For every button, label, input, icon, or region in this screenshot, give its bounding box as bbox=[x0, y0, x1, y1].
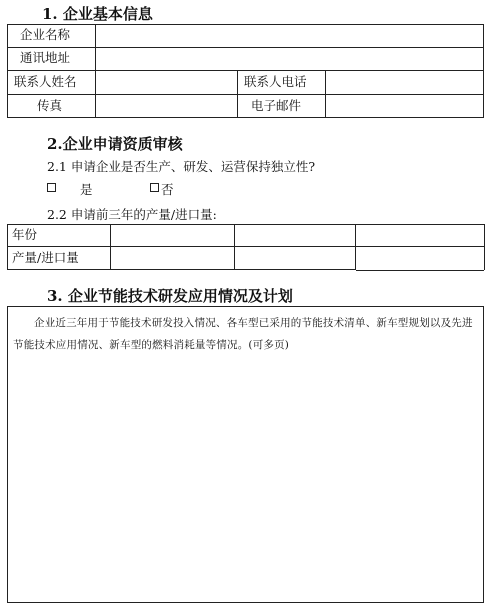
rd-plan-description: 企业近三年用于节能技术研发投入情况、各车型已采用的节能技术清单、新车型规划以及先进节能技术应用情况、新车型的燃料消耗量等情况。(可多页) bbox=[13, 317, 473, 351]
label-year: 年份 bbox=[12, 227, 38, 242]
volume-3-field[interactable] bbox=[357, 247, 483, 269]
question-independence: 2.1 申请企业是否生产、研发、运营保持独立性? bbox=[47, 159, 316, 174]
section2-title: 2.企业申请资质审核 bbox=[47, 135, 183, 153]
year-1-field[interactable] bbox=[111, 225, 234, 246]
contact-name-field[interactable] bbox=[96, 71, 237, 94]
fax-field[interactable] bbox=[96, 95, 237, 117]
label-volume: 产量/进口量 bbox=[12, 250, 79, 265]
section3-title: 3. 企业节能技术研发应用情况及计划 bbox=[47, 287, 293, 305]
col-divider bbox=[237, 70, 238, 118]
company-name-field[interactable] bbox=[96, 25, 483, 47]
extra-column-line bbox=[356, 270, 484, 271]
yes-checkbox[interactable] bbox=[47, 183, 56, 192]
address-field[interactable] bbox=[96, 48, 483, 70]
volume-2-field[interactable] bbox=[235, 247, 355, 269]
label-company-name: 企业名称 bbox=[20, 27, 71, 42]
label-fax: 传真 bbox=[37, 98, 63, 113]
label-email: 电子邮件 bbox=[251, 98, 302, 113]
label-contact-phone: 联系人电话 bbox=[244, 74, 307, 89]
volume-1-field[interactable] bbox=[111, 247, 234, 269]
no-label: 否 bbox=[161, 182, 174, 197]
label-address: 通讯地址 bbox=[20, 50, 71, 65]
section1-title: 1. 企业基本信息 bbox=[42, 5, 153, 23]
contact-phone-field[interactable] bbox=[326, 71, 483, 94]
year-3-field[interactable] bbox=[357, 225, 483, 246]
year-2-field[interactable] bbox=[235, 225, 355, 246]
email-field[interactable] bbox=[326, 95, 483, 117]
no-checkbox[interactable] bbox=[150, 183, 159, 192]
label-contact-name: 联系人姓名 bbox=[14, 74, 77, 89]
yes-label: 是 bbox=[80, 182, 93, 197]
extra-column-line bbox=[484, 224, 485, 270]
question-output: 2.2 申请前三年的产量/进口量: bbox=[47, 207, 217, 222]
